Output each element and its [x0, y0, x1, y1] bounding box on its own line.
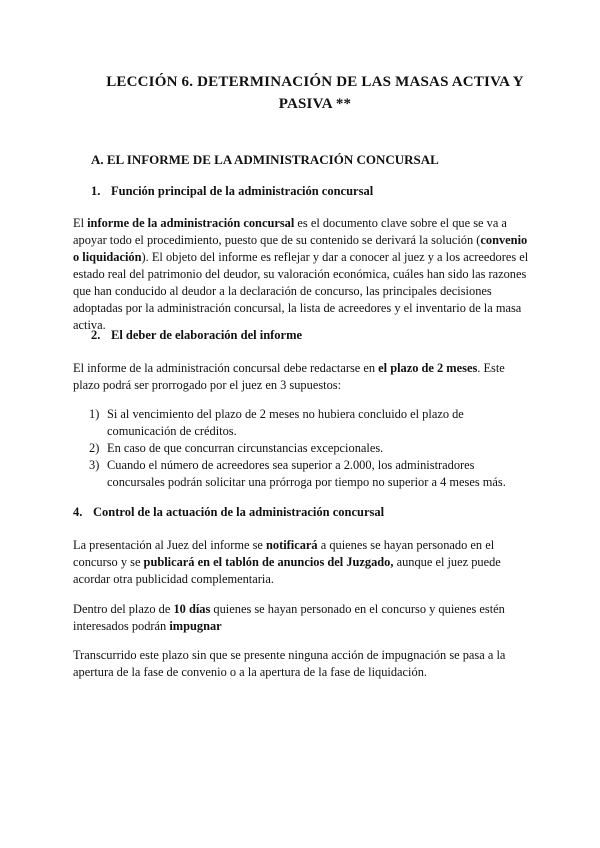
text-run: a quienes se hayan personado en el concurso y se	[73, 538, 495, 569]
bold-run: el plazo de 2 meses	[378, 361, 478, 375]
list-item-text: Cuando el número de acreedores sea superior a 2.000, los administradores concursales podrán solicitar una prórroga por tiempo no superior a 4 meses más.	[107, 458, 506, 489]
subsection-heading-2	[91, 328, 302, 343]
text-run: es el documento clave sobre el que se va a apoyar todo el procedimiento, puesto que de su contenido se derivará la solución (	[73, 216, 507, 247]
numbered-list	[73, 406, 533, 491]
list-item-text: En caso de que concurran circunstancias excepcionales.	[107, 441, 384, 455]
text-run: Dentro del plazo de	[73, 602, 174, 616]
text-run: . Este plazo podrá ser prorrogado por el juez en 3 supuestos:	[73, 361, 505, 392]
list-item-number: 1)	[89, 407, 100, 421]
list-item	[73, 457, 533, 491]
list-item	[73, 406, 533, 440]
text-run: quienes se hayan personado en el concurso y quienes estén interesados podrán	[73, 602, 505, 633]
paragraph-plazo	[73, 360, 533, 394]
list-item-number: 2)	[89, 441, 100, 455]
text-run: ). El objeto del informe es reflejar y dar a conocer al juez y a los acreedores el estado real del patrimonio del deudor, su valoración económica, cuáles han sido las razones que han conducido al deudor a la declaración de concurso, las principales decisiones adoptadas por la administración concursal, la lista de acreedores y el inventario de la masa activa.	[73, 250, 529, 332]
bold-run: impugnar	[169, 619, 222, 633]
subsection-number: 1.	[91, 184, 101, 198]
text-run: La presentación al Juez del informe se	[73, 538, 267, 552]
bold-run: notificará	[266, 538, 318, 552]
text-run: El	[73, 216, 88, 230]
text-run: aunque el juez puede acordar otra publicidad complementaria.	[73, 555, 501, 586]
bold-run: informe de la administración concursal	[87, 216, 295, 230]
subsection-number: 2.	[91, 328, 101, 342]
paragraph-transcurrido: Transcurrido este plazo sin que se presente ninguna acción de impugnación se pasa a la apertura de la fase de convenio o a la apertura de la fase de liquidación.	[73, 648, 506, 679]
subsection-heading-4	[73, 505, 384, 520]
page-title: LECCIÓN 6. DETERMINACIÓN DE LAS MASAS ACTIVA Y PASIVA **	[106, 74, 524, 112]
list-item-text: Si al vencimiento del plazo de 2 meses no hubiera concluido el plazo de comunicación de créditos.	[107, 407, 464, 438]
list-item	[73, 440, 533, 457]
bold-run: publicará en el tablón de anuncios del Juzgado,	[143, 555, 394, 569]
subsection-heading-1	[91, 184, 373, 199]
subsection-title: Control de la actuación de la administración concursal	[93, 505, 385, 519]
bold-run: 10 días	[173, 602, 211, 616]
subsection-title: Función principal de la administración concursal	[111, 184, 374, 198]
paragraph-notificacion	[73, 537, 533, 588]
paragraph-impugnacion	[73, 601, 533, 635]
paragraph-informe	[73, 215, 533, 334]
subsection-number: 4.	[73, 505, 83, 519]
subsection-title: El deber de elaboración del informe	[111, 328, 303, 342]
text-run: El informe de la administración concursal debe redactarse en	[73, 361, 379, 375]
list-item-number: 3)	[89, 458, 100, 472]
section-heading-a: A. EL INFORME DE LA ADMINISTRACIÓN CONCURSAL	[91, 152, 439, 167]
bold-run: convenio o liquidación	[73, 233, 528, 264]
